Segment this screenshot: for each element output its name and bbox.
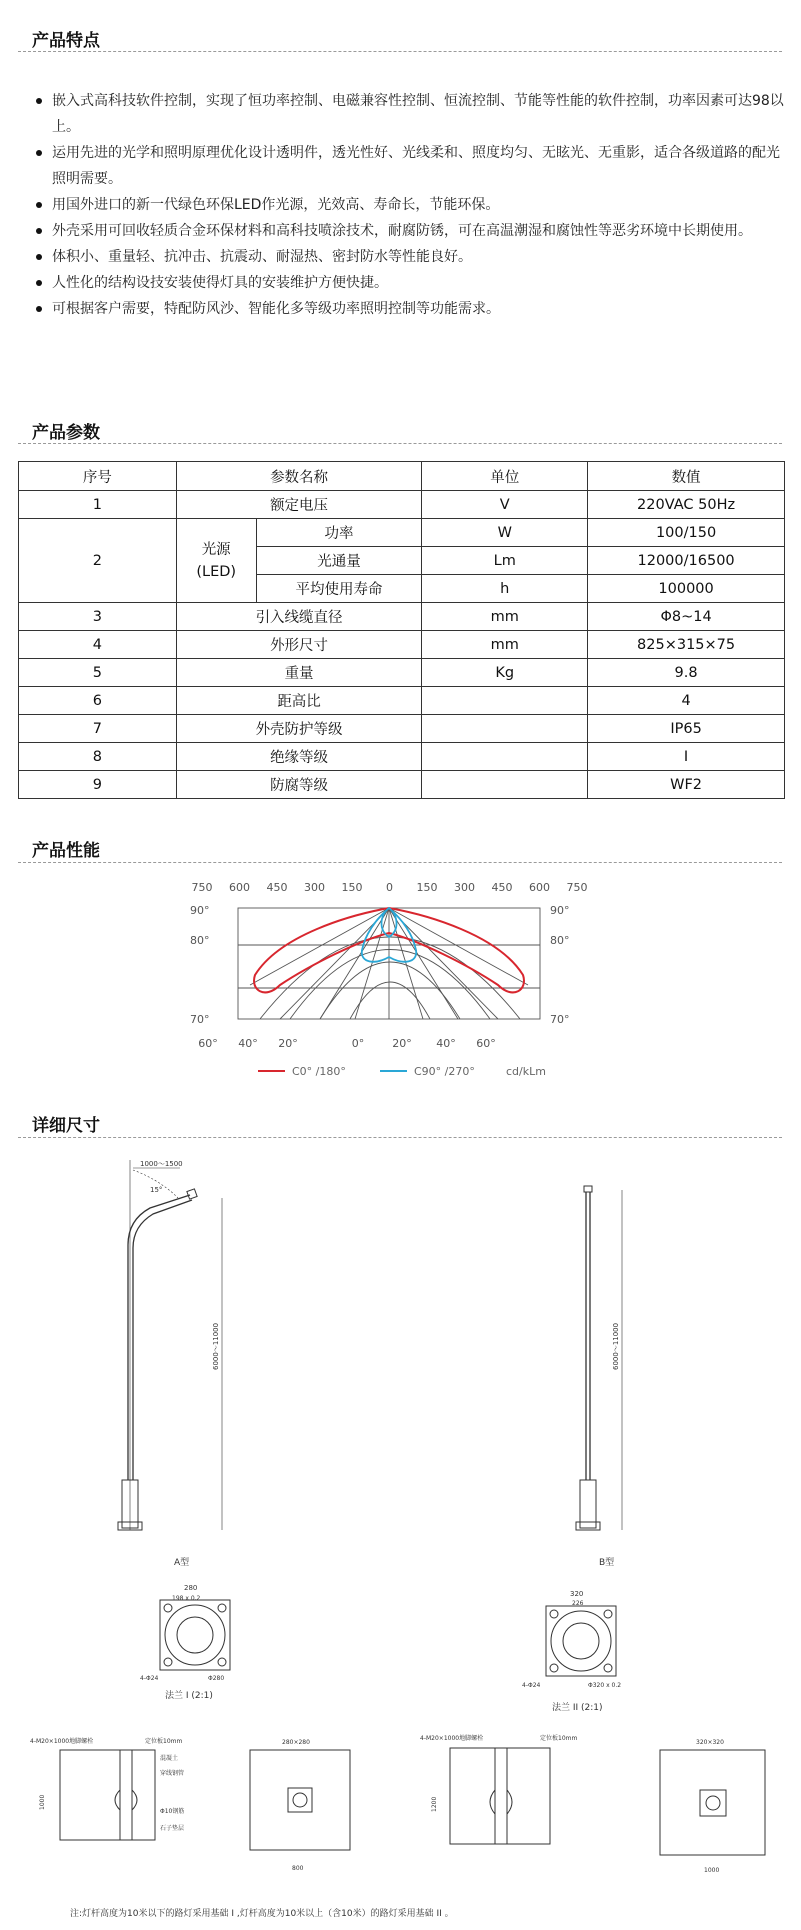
top-tick-label: 450 [491,881,513,894]
header-no: 序号 [19,462,177,491]
cell-no: 8 [19,743,177,771]
left-angle-label: 90° [190,904,210,917]
flange-2-dim-inner: 226 [572,1600,584,1607]
top-tick-label: 600 [229,881,250,894]
cell-name: 外形尺寸 [176,631,422,659]
top-tick-label: 750 [566,881,588,894]
dimensions-title: 详细尺寸 [32,1116,100,1136]
cell-unit [422,687,588,715]
grid-radials [250,908,528,1019]
pole-a-angle-label: 15° [150,1186,163,1194]
pole-a-width-label: 1000～1500 [140,1160,183,1168]
flange-1-dim-top: 280 [184,1584,198,1592]
cell-unit: V [422,491,588,519]
table-header-row [19,462,785,491]
cell-value: 220VAC 50Hz [588,491,785,519]
feature-item: 外壳采用可回收轻质合金环保材料和高科技喷涂技术，耐腐防锈，可在高温潮湿和腐蚀性等恶劣环境中长期使用。 [18,218,788,244]
top-tick-label: 0 [386,881,393,894]
bottom-tick-labels [198,1037,496,1050]
foundation-1-gravel: 石子垫层 [160,1825,185,1832]
pole-a-height-label: 6000～11000 [212,1322,220,1370]
flange-1-dim-diameter: Φ280 [208,1675,225,1682]
cell-no: 5 [19,659,177,687]
cell-no: 3 [19,603,177,631]
foundation-1-bolt: 4-M20×1000地脚螺栓 [30,1738,94,1745]
right-angle-label: 80° [550,934,570,947]
chart-legend [258,1065,546,1078]
right-angle-label: 90° [550,904,570,917]
foundation-1-concrete: 混凝土 [160,1755,179,1762]
chart-unit: cd/kLm [506,1065,546,1078]
params-title: 产品参数 [32,423,100,443]
light-distribution-chart [190,875,610,1085]
foundation-1-plan-size: 280×280 [282,1739,310,1746]
pole-a-type-label: A型 [174,1558,190,1568]
cell-name: 距高比 [176,687,422,715]
cell-unit: Lm [422,547,588,575]
feature-item: 运用先进的光学和照明原理优化设计透明件，透光性好、光线柔和、照度均匀、无眩光、无重影，适合各级道路的配光照明需要。 [18,140,788,192]
foundation-1-plate: 定位板10mm [145,1738,183,1745]
bottom-tick-label: 20° [278,1037,298,1050]
cell-value: 4 [588,687,785,715]
features-list [18,88,788,322]
legend-label-c90: C90° /270° [414,1065,475,1078]
table-row [19,743,785,771]
feature-item: 人性化的结构设技安装使得灯具的安装维护方便快捷。 [18,270,788,296]
foundation-2-plate: 定位板10mm [540,1735,578,1742]
cell-no: 1 [19,491,177,519]
grid-arc-4 [350,982,430,1019]
cell-group: 光源 (LED) [176,519,256,603]
flange-2-dim-diameter: Φ320 x 0.2 [588,1682,622,1689]
bottom-tick-label: 60° [476,1037,496,1050]
top-tick-label: 450 [266,881,288,894]
foundation-1-section [30,1737,184,1840]
top-tick-label: 600 [529,881,550,894]
header-value: 数值 [588,462,785,491]
params-table [18,461,785,799]
cell-value: 825×315×75 [588,631,785,659]
bottom-tick-label: 40° [436,1037,456,1050]
top-tick-labels [192,881,588,894]
cell-value: 9.8 [588,659,785,687]
foundation-1-depth: 1000 [39,1794,46,1810]
grid-arc-3 [320,962,460,1019]
cell-unit: W [422,519,588,547]
cell-value: 100000 [588,575,785,603]
cell-value: I [588,743,785,771]
table-row [19,603,785,631]
cell-value: WF2 [588,771,785,799]
pole-b-type-label: B型 [599,1558,615,1568]
cell-value: 100/150 [588,519,785,547]
dimensions-divider [18,1137,782,1138]
foundation-1-pipe: 穿线钢管 [160,1770,185,1777]
right-angle-label: 70° [550,1013,570,1026]
cell-name: 重量 [176,659,422,687]
grid-arc-2 [290,950,490,1020]
cell-unit: Kg [422,659,588,687]
cell-unit [422,715,588,743]
cell-unit: mm [422,631,588,659]
foundation-1-rebar: Φ10钢筋 [160,1808,185,1815]
cell-value: IP65 [588,715,785,743]
params-divider [18,443,782,444]
cell-name: 引入线缆直径 [176,603,422,631]
top-tick-label: 150 [341,881,363,894]
cell-no: 9 [19,771,177,799]
table-row [19,491,785,519]
bottom-tick-label: 20° [392,1037,412,1050]
cell-unit: mm [422,603,588,631]
flange-2-dim-holes: 4-Φ24 [522,1682,541,1689]
cell-no: 2 [19,519,177,603]
pole-b-height-label: 6000～11000 [612,1322,620,1370]
top-tick-label: 150 [416,881,438,894]
header-name: 参数名称 [176,462,422,491]
foundation-2-plan-size: 320×320 [696,1739,724,1746]
cell-name: 光通量 [256,547,422,575]
cell-name: 平均使用寿命 [256,575,422,603]
cell-unit: h [422,575,588,603]
cell-no: 7 [19,715,177,743]
top-tick-label: 300 [454,881,475,894]
cell-value: Φ8~14 [588,603,785,631]
header-unit: 单位 [422,462,588,491]
table-row [19,771,785,799]
dimension-drawings [0,1150,801,1930]
flange-1-dim-holes: 4-Φ24 [140,1675,159,1682]
features-divider [18,51,782,52]
foundation-2-plan [660,1739,765,1874]
foundation-2-bolt: 4-M20×1000地脚螺栓 [420,1735,484,1742]
flange-2-dim-top: 320 [570,1590,584,1598]
foundation-2-section [420,1734,577,1844]
top-tick-label: 750 [191,881,213,894]
foundation-1-plan [250,1739,350,1872]
foundation-1-plan-width: 800 [292,1865,304,1872]
performance-title: 产品性能 [32,841,100,861]
table-row [19,715,785,743]
feature-item: 可根据客户需要，特配防风沙、智能化多等级功率照明控制等功能需求。 [18,296,788,322]
flange-2-drawing [522,1590,621,1713]
left-angle-label: 80° [190,934,210,947]
top-tick-label: 300 [304,881,325,894]
bottom-tick-label: 60° [198,1037,218,1050]
flange-1-caption: 法兰 I (2:1) [165,1691,213,1701]
flange-1-dim-inner: 198 x 0.2 [172,1595,201,1602]
performance-divider [18,862,782,863]
flange-2-caption: 法兰 II (2:1) [552,1703,603,1713]
table-row [19,659,785,687]
legend-label-c0: C0° /180° [292,1065,346,1078]
dimensions-footnote: 注:灯杆高度为10米以下的路灯采用基础 I ,灯杆高度为10米以上（含10米）的路灯采用基础 II 。 [70,1909,454,1919]
cell-name: 功率 [256,519,422,547]
table-row [19,519,785,547]
feature-item: 用国外进口的新一代绿色环保LED作光源，光效高、寿命长，节能环保。 [18,192,788,218]
left-angle-label: 70° [190,1013,210,1026]
feature-item: 体积小、重量轻、抗冲击、抗震动、耐湿热、密封防水等性能良好。 [18,244,788,270]
foundation-2-depth: 1200 [431,1796,438,1812]
cell-name: 额定电压 [176,491,422,519]
cell-no: 6 [19,687,177,715]
bottom-tick-label: 40° [238,1037,258,1050]
cell-value: 12000/16500 [588,547,785,575]
cell-unit [422,771,588,799]
features-title: 产品特点 [32,31,100,51]
foundation-2-plan-width: 1000 [704,1867,720,1874]
pole-b-drawing [576,1186,622,1568]
cell-name: 外壳防护等级 [176,715,422,743]
right-angle-labels [550,904,570,1026]
polar-grid [238,908,540,1019]
pole-a-drawing [118,1160,222,1568]
bottom-tick-label: 0° [351,1037,365,1050]
cell-no: 4 [19,631,177,659]
feature-item: 嵌入式高科技软件控制，实现了恒功率控制、电磁兼容性控制、恒流控制、节能等性能的软件控制，功率因素可达98以上。 [18,88,788,140]
table-row [19,631,785,659]
left-angle-labels [190,904,210,1026]
cell-unit [422,743,588,771]
flange-1-drawing [140,1584,230,1701]
cell-name: 防腐等级 [176,771,422,799]
cell-name: 绝缘等级 [176,743,422,771]
table-row [19,687,785,715]
